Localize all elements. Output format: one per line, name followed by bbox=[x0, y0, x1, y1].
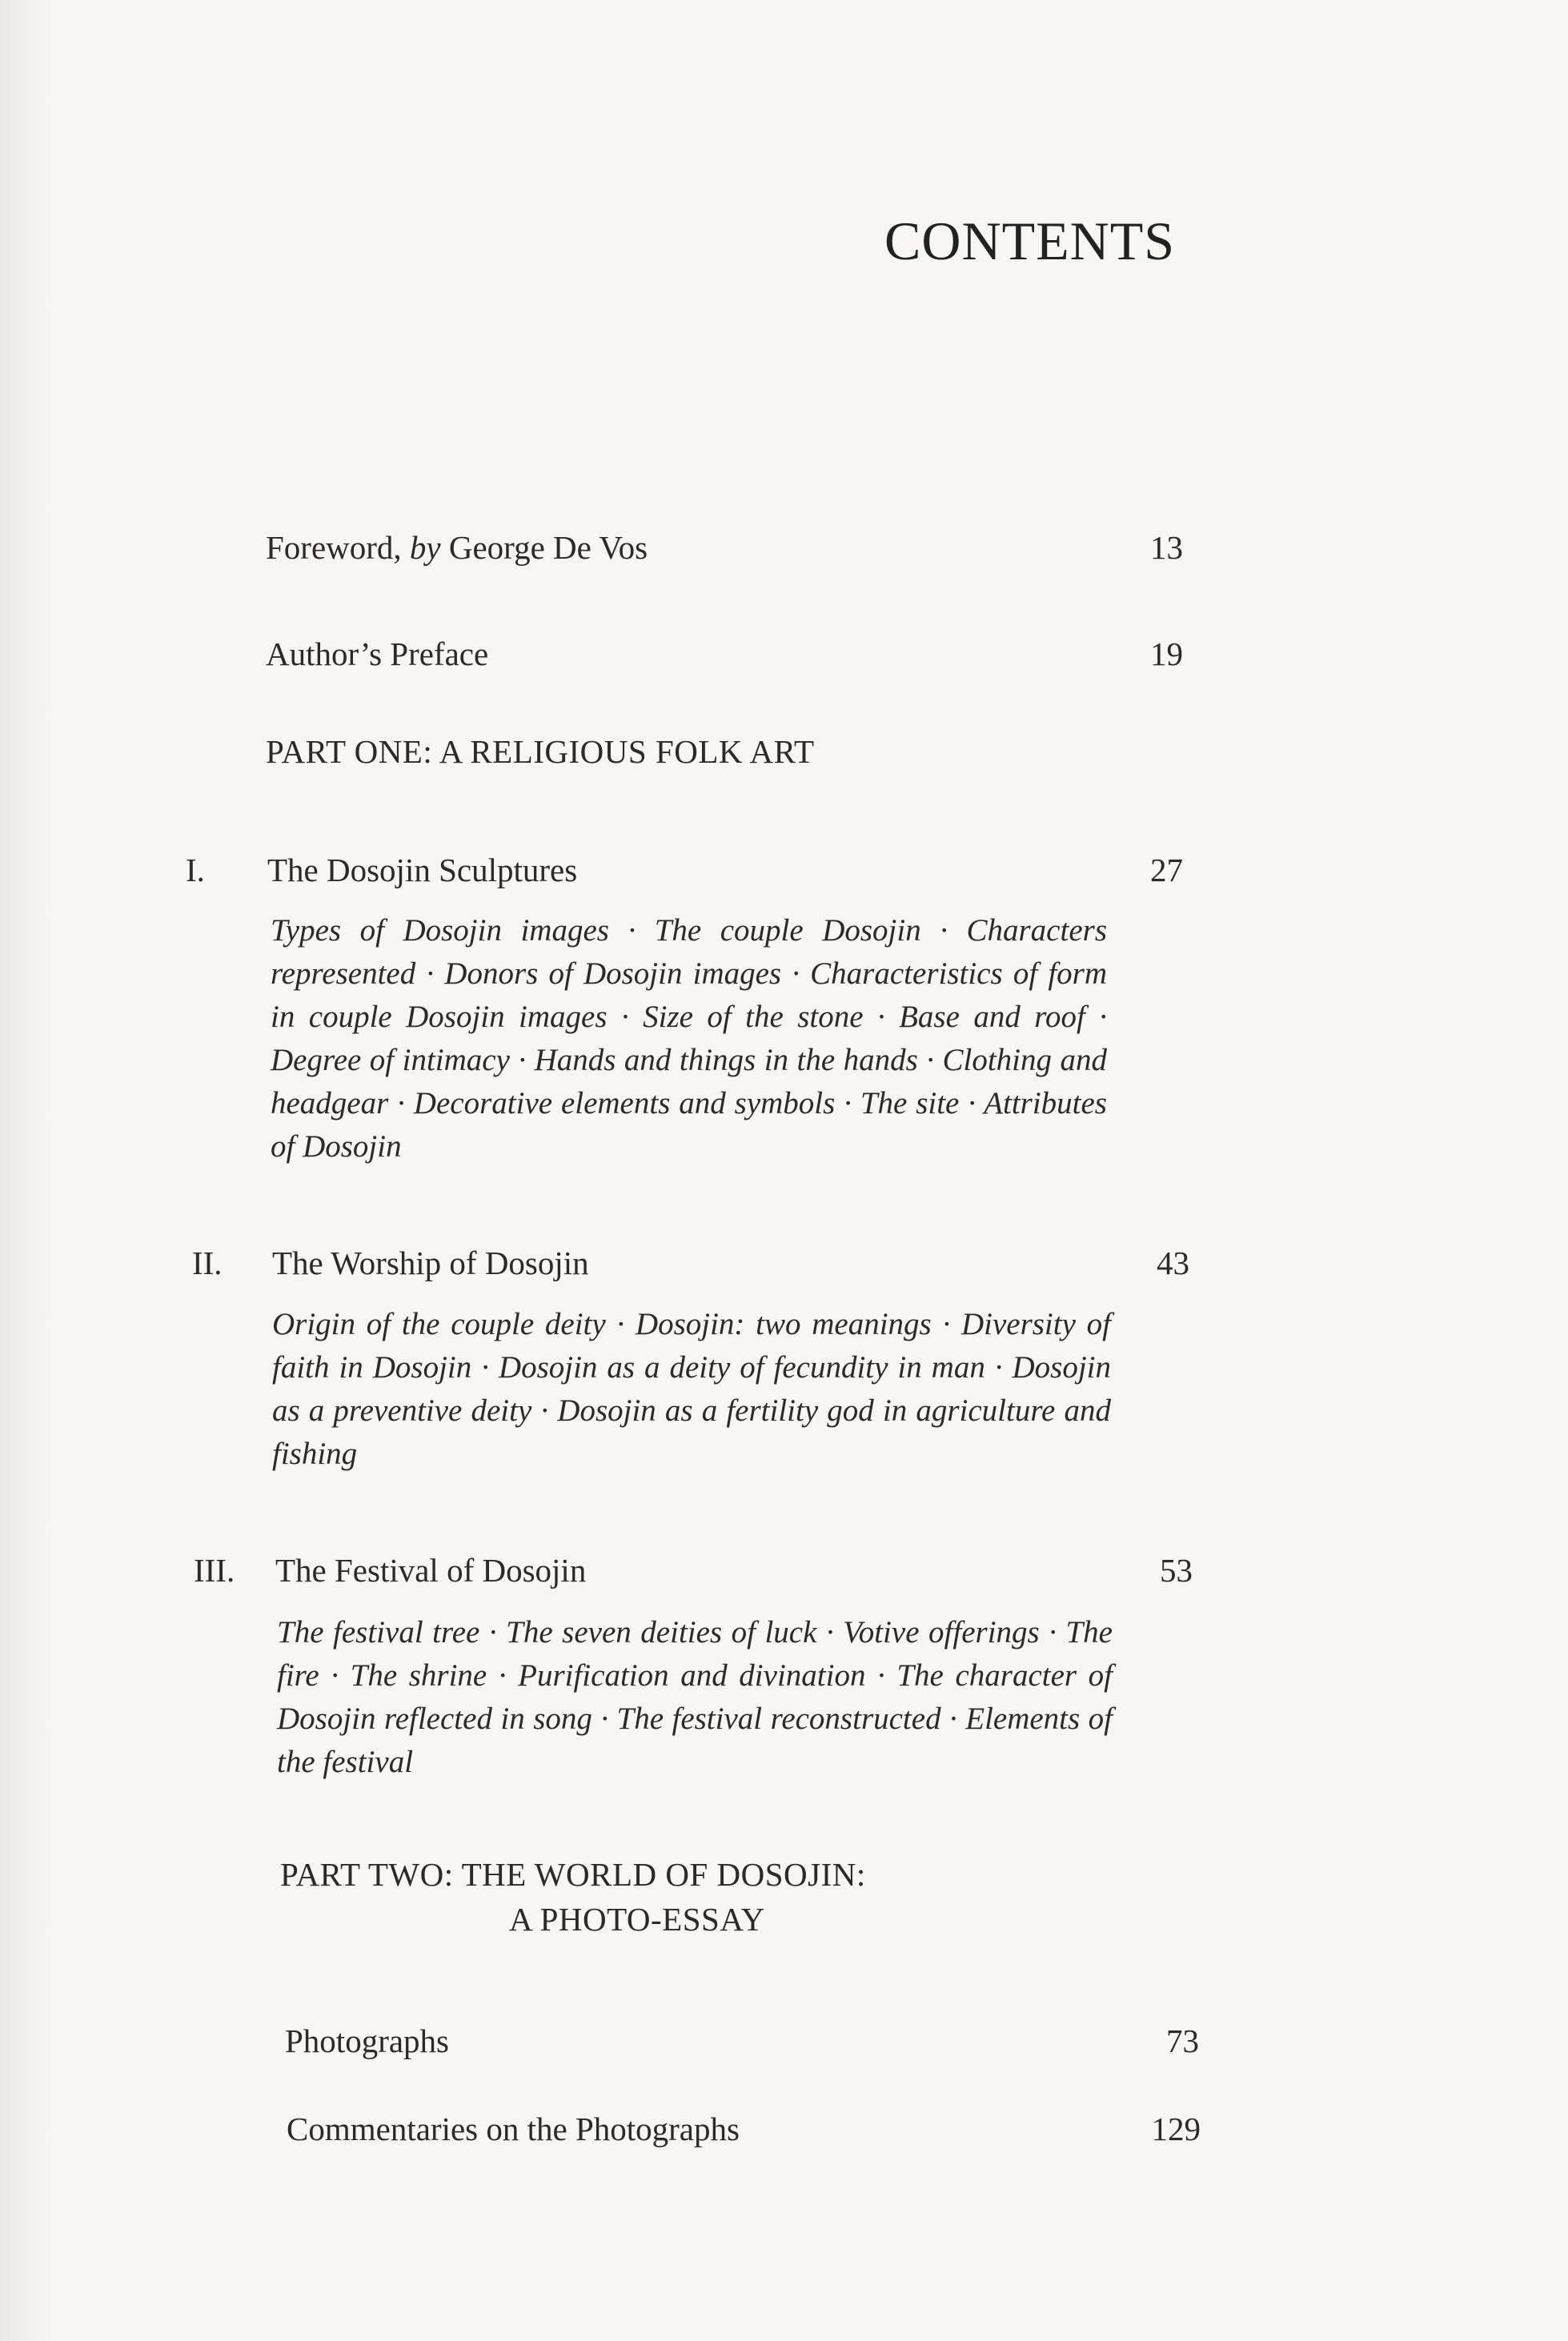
foreword-page-number: 13 bbox=[1150, 529, 1183, 566]
page-edge-shadow bbox=[0, 0, 48, 2341]
chapter-2-topics: Origin of the couple deity · Dosojin: two meanings · Diversity of faith in Dosojin · Dosojin as a deity of fecundity in man · Dosojin as a preventive deity · Dosojin as a fertility god in agriculture and fishing bbox=[272, 1307, 1111, 1471]
toc-entry-photographs[interactable]: Photographs bbox=[285, 2022, 449, 2059]
toc-entry-foreword[interactable] bbox=[266, 528, 648, 567]
toc-entry-chapter-1[interactable]: The Dosojin Sculptures bbox=[267, 852, 578, 888]
toc-entry-commentaries[interactable]: Commentaries on the Photographs bbox=[287, 2111, 740, 2147]
chapter-3-topics: The festival tree · The seven deities of luck · Votive offerings · The fire · The shrine · Purification and divination · The character of Dosojin reflected in song · The festival reconstructed · Elements of the festival bbox=[277, 1615, 1113, 1779]
part-one-heading: PART ONE: A RELIGIOUS FOLK ART bbox=[266, 733, 815, 770]
chapter-2-page-number: 43 bbox=[1157, 1245, 1189, 1281]
commentaries-page-number: 129 bbox=[1151, 2111, 1201, 2147]
chapter-1-page-number: 27 bbox=[1150, 852, 1183, 888]
photographs-page-number: 73 bbox=[1166, 2022, 1199, 2059]
chapter-3-numeral: III. bbox=[194, 1552, 235, 1589]
authors-preface-page-number: 19 bbox=[1150, 635, 1183, 672]
toc-entry-chapter-2[interactable]: The Worship of Dosojin bbox=[272, 1245, 589, 1281]
chapter-1-numeral: I. bbox=[186, 852, 205, 888]
chapter-1-topics: Types of Dosojin images · The couple Dosojin · Characters represented · Donors of Dosojin images · Characteristics of form in couple Dosojin images · Size of the stone · Base and roof · Degree of intimacy · Hands and things in the hands · Clothing and headgear · Decorative elements and symbols · The site · Attributes of Dosojin bbox=[271, 913, 1107, 1164]
foreword-label-italic: by bbox=[409, 529, 441, 566]
foreword-label-prefix: Foreword, bbox=[266, 529, 410, 566]
toc-entry-authors-preface[interactable]: Author’s Preface bbox=[266, 635, 489, 672]
chapter-2-numeral: II. bbox=[192, 1245, 223, 1281]
part-two-heading-line-2: A PHOTO-ESSAY bbox=[509, 1901, 765, 1938]
part-two-heading-line-1: PART TWO: THE WORLD OF DOSOJIN: bbox=[280, 1856, 866, 1893]
foreword-label-suffix: George De Vos bbox=[440, 529, 648, 566]
toc-entry-chapter-3[interactable]: The Festival of Dosojin bbox=[275, 1552, 587, 1589]
chapter-3-page-number: 53 bbox=[1160, 1552, 1193, 1589]
page-title: CONTENTS bbox=[884, 210, 1176, 271]
